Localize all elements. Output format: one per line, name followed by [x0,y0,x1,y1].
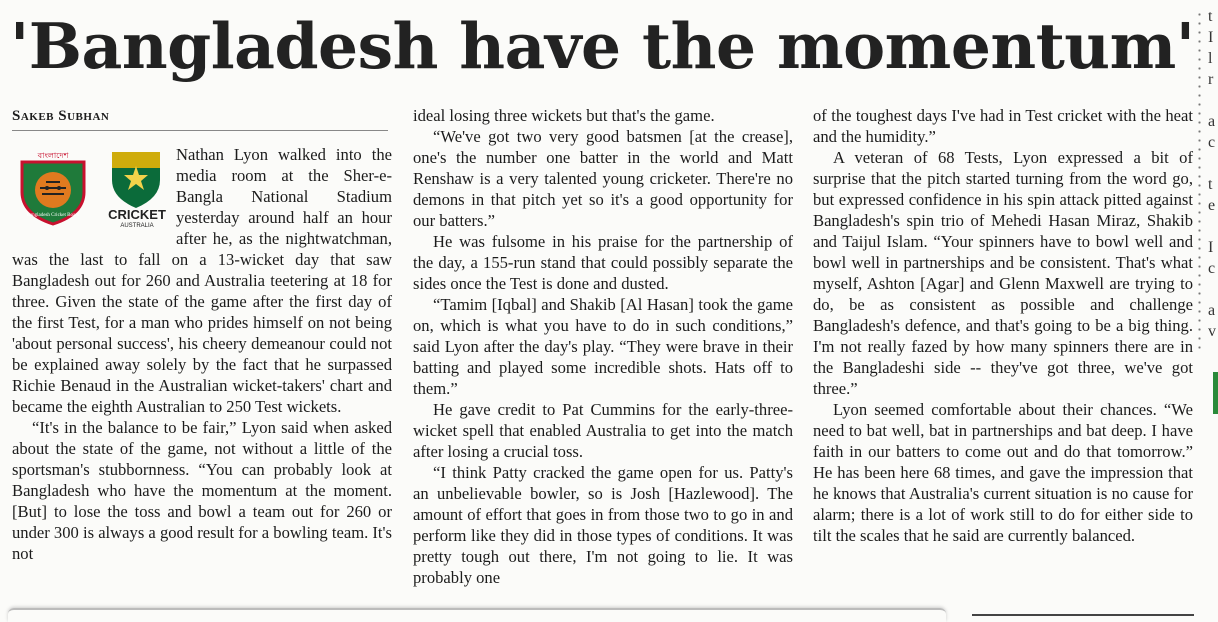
byline: Sakeb Subhan [12,108,388,131]
article-column-2 [413,105,793,588]
edge-fragment: c [1208,134,1216,151]
cricket-australia-logo [108,146,164,216]
paragraph: He gave credit to Pat Cummins for the early-three-wicket spell that enabled Australia to get into the match after losing a crucial toss. [413,400,793,461]
paragraph: Lyon seemed comfortable about their chances. “We need to bat well, bat in partnerships and bat deep. I have faith in our batters to come out and do that tomorrow.” He has been here 68 times, and gave the impression that he knows that Australia's current situation is no cause for alarm; there is a lot of work still to do for either side to tilt the scales that he said are currently balanced. [813,400,1193,545]
adjacent-article-edge [1208,0,1218,619]
paragraph: “Tamim [Iqbal] and Shakib [Al Hasan] took the game on, which is what you have to do in such conditions,” said Lyon after the day's play. “They were brave in their batting and played some incredible shots. Hats off to them.” [413,295,793,398]
paragraph: He was fulsome in his praise for the partnership of the day, a 155-run stand that could possibly separate the sides once the Test is done and dusted. [413,232,793,293]
paragraph: A veteran of 68 Tests, Lyon expressed a bit of surprise that the pitch started turning from the word go, but expressed confidence in his spin attack pitted against Bangladesh's spin trio of Mehedi Hasan Miraz, Shakib and Taijul Islam. “Your spinners have to bowl well and bowl well in partnerships and be consistent. That's what myself, Ashton [Agar] and Glenn Maxwell are trying to do, be as consistent as possible and challenge Bangladesh's defence, and that's going to be a big thing. I'm not really fazed by how many spinners there are in the Bangladeshi side -- they've got three, we've got three.” [813,148,1193,398]
edge-fragment: t [1208,176,1213,193]
article-column-1 [12,144,392,564]
ca-sub-text: AUSTRALIA [120,223,154,229]
paragraph: of the toughest days I've had in Test cricket with the heat and the humidity.” [813,106,1193,146]
column-divider-dots [1198,10,1201,350]
edge-fragment [1208,153,1218,174]
article-column-3 [813,105,1193,546]
paragraph: “I think Patty cracked the game open for us. Patty's an unbelievable bowler, so is Josh [Hazlewood]. The amount of effort that goes in from those two to go in and perform like they did in those types of conditions. It was pretty tough out there, I'm not going to lie. It was probably one [413,463,793,587]
bottom-rule [972,614,1194,616]
edge-fragment: e [1208,197,1216,214]
bd-logo-bottom-text: Bangladesh Cricket Board [26,213,80,218]
edge-fragment: t [1208,8,1213,25]
edge-fragment: a [1208,113,1216,130]
bd-logo-top-text: বাংলাদেশ [37,151,69,160]
bangladesh-cricket-logo [14,148,92,226]
edge-fragment: v [1208,323,1216,340]
edge-fragment [1208,216,1218,237]
paragraph: ideal losing three wickets but that's the game. [413,106,715,125]
edge-fragment [1208,279,1218,300]
bottom-panel-edge [8,608,946,622]
edge-fragment [1208,90,1218,111]
edge-fragment: c [1208,260,1216,277]
edge-fragment: r [1208,71,1214,88]
ca-main-text: CRICKET [108,207,166,222]
adjacent-accent-bar [1213,372,1218,414]
edge-fragment: l [1208,50,1213,67]
edge-fragment: I [1208,29,1214,46]
paragraph: Nathan Lyon walked into the media room at the Sher-e-Bangla National Stadium yesterday around half an hour after he, as the nightwatchman, was the last to fall on a 13-wicket day that saw Bangladesh out for 260 and Australia teetering at 18 for three. Given the state of the game after the first day of the first Test, for a man who prides himself on not being 'about personal success', his cheery demeanour could not be explained away solely by the fact that he surpassed Richie Benaud in the Australian wicket-takers' chart and became the eighth Australian to 250 Test wickets. [12,145,392,416]
edge-fragment: I [1208,239,1214,256]
paragraph: “We've got two very good batsmen [at the crease], one's the number one batter in the world and Matt Renshaw is a very talented young cricketer. There're no demons in that pitch yet so it's a good opportunity for our batters.” [413,127,793,230]
team-logos [12,144,170,244]
cricket-australia-wordmark [104,208,170,230]
headline: 'Bangladesh have the momentum' [10,9,1195,83]
paragraph: “It's in the balance to be fair,” Lyon said when asked about the state of the game, not without a little of the sportsman's stubbornness. “You can probably look at Bangladesh who have the momentum at the moment. [But] to lose the toss and bowl a team out for 260 or under 300 is always a good result for a bowling team. It's not [12,418,392,563]
edge-fragment: a [1208,302,1216,319]
